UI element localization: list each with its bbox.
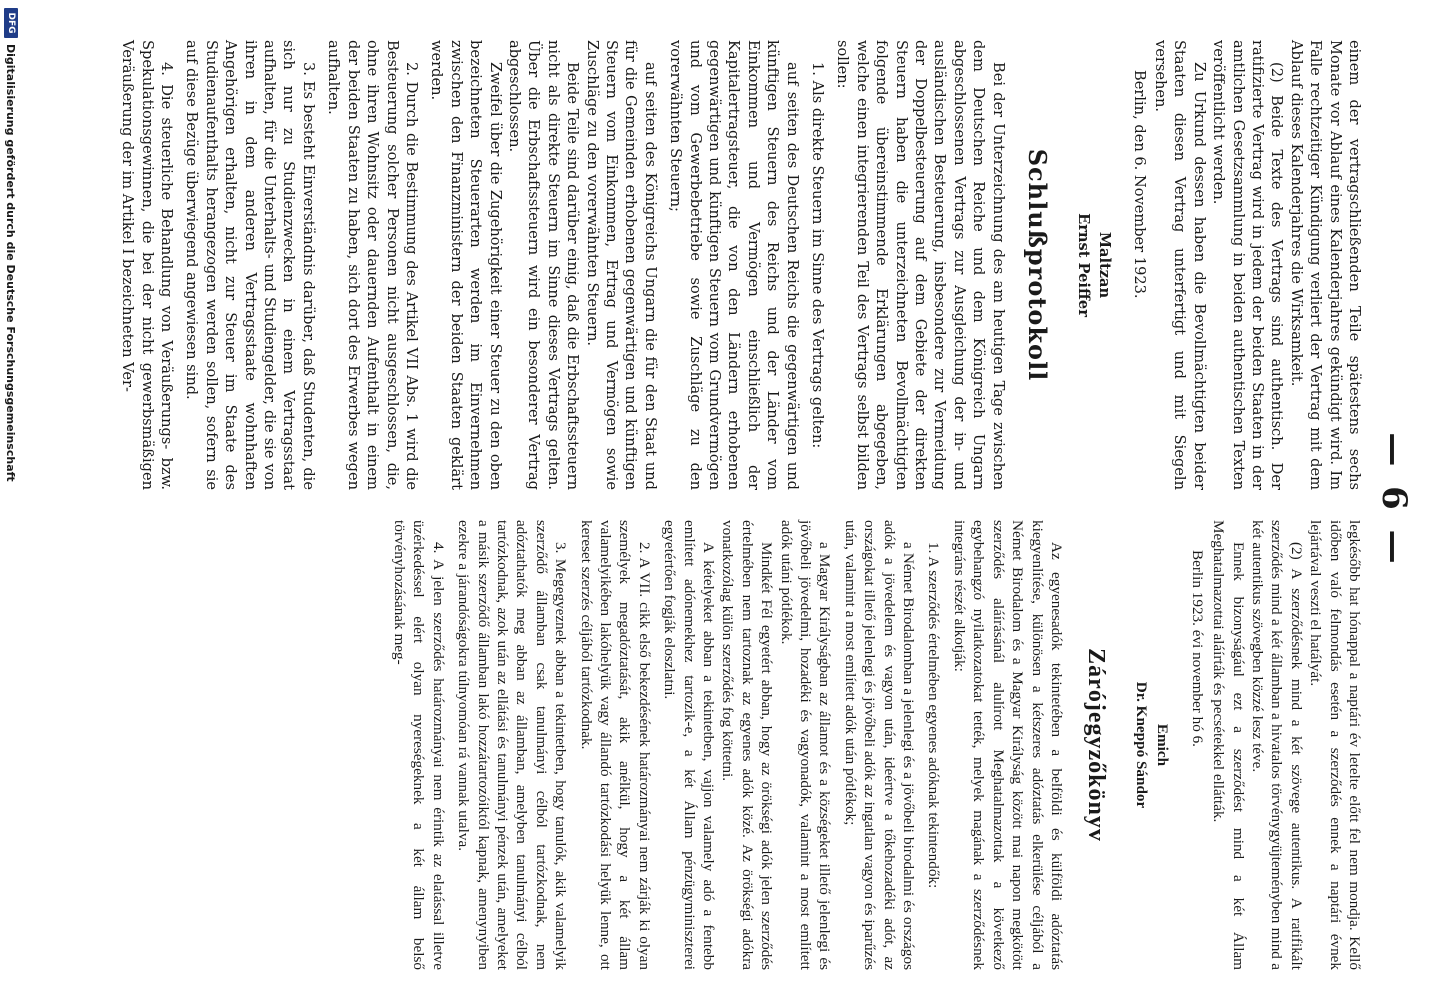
german-body-paragraph: auf seiten des Deutschen Reichs die gegenwärtigen und künftigen Steuern des Reichs und der Länder vom Einkommen und Vermögen einschließlich der Kapitalertragsteuer, die von den Ländern erhobenen gegenwärtigen und künftigen Steuern vom Grundvermögen und vom Gewerbebetriebe sowie Zuschläge zu den vorerwähnten Steuern; [667,40,801,490]
german-heading: Schlußprotokoll [1023,148,1053,382]
german-intro-paragraph: Zu Urkund dessen haben die Bevollmächtigten beider Staaten diesen Vertrag unterfertigt und mit Siegeln versehen. [1151,40,1208,490]
german-intro-paragraph: einem der vertragschließenden Teile spätestens sechs Monate vor Ablauf eines Kalenderjahres gekündigt wird. Im Falle rechtzeitiger Kündigung verliert der Vertrag mit dem Ablauf dieses Kalenderjahres die Wirksamkeit. [1287,40,1363,490]
hungarian-body-paragraph: 2. A VII. cikk első bekezdésének határozmányai nem zárják ki olyan személyek megadóztatását, akik anélkül, hogy a két állam valamelyikében lakóhelyük vagy állandó tartózkodási helyük lenne, ott kereset szerzés céljából tartózkodnak. [577,520,653,970]
german-signatures [1073,40,1115,490]
german-signature: Maltzan [1096,231,1114,299]
hungarian-body-paragraph: A kételyeket abban a tekintetben, vajjon valamely adó a fentebb említett adónemekhez tartozik-e, a két Állam pénzügyminiszterei egyetértően fogják eloszlatni. [661,520,718,970]
german-body-paragraph: 2. Durch die Bestimmung des Artikel VII Abs. 1 wird die Besteuerung solcher Personen nicht ausgeschlossen, die, ohne ihren Wohnsitz oder dauernden Aufenthalt in einem der beiden Staaten zu haben, sich dort des Erwerbes wegen aufhalten. [325,40,420,490]
hungarian-column [390,520,1364,970]
german-column [118,40,1364,490]
german-body-paragraph: Zweifel über die Zugehörigkeit einer Steuer zu den oben bezeichneten Steuerarten werden im Einvernehmen zwischen den Finanzministern der beiden Staaten geklärt werden. [428,40,504,490]
hungarian-body-paragraph: 3. Megegyeznek abban a tekintetben, hogy tanulók, akik valamelyik szerződő államban csak tanulmányi célból tartózkodnak, nem adóztathatók meg abban az államban, amelyben tanulmányi célból tartózkodnak, azok után az ellátási és tanulmányi pénzek után, amelyeket a másik szerződő államban lakó hozzátartozóiktól kapnak, amenynyiben ezekre a járandóságokra túlnyomóan rá vannak utalva. [455,520,570,970]
german-body-paragraph: 3. Es besteht Einverständnis darüber, daß Studenten, die sich nur zu Studienzwecken in einem Vertragsstaat aufhalten, für die Unterhalts- und Studiengelder, die sie von ihren in dem anderen Vertragsstaate wohnhaften Angehörigen erhalten, nicht zur Steuer im Staate des Studienaufenthalts herangezogen werden sollen, sofern sie auf diese Bezüge überwiegend angewiesen sind. [183,40,317,490]
column-divider [44,499,1344,500]
hungarian-dateline: Berlin 1923. évi november hó 6. [1188,550,1206,747]
german-signature: Ernst Peiffer [1075,213,1093,317]
dfg-logo-icon: DFG [4,8,18,38]
hungarian-body-paragraph: Az egyenesadók tekintetében a belföldi és külföldi adóztatás kiegyenlítése, különösen a kétszeres adóztatás elkerülése céljából a Német Birodalom és a Magyar Királyság között mai napon megkötött szerződés aláírásánál alulírott Meghatalmazottak a következő egybehangzó nyilatkozatokat tették, melyek magának a szerződésnek integráns részét alkotják: [950,520,1065,970]
german-body-paragraph: Beide Teile sind darüber einig, daß die Erbschaftssteuern nicht als direkte Steuern im Sinne dieses Vertrags gelten. Über die Erbschaftssteuern wird ein besonderer Vertrag abgeschlossen. [505,40,582,490]
hungarian-heading: Zárójegyzőkönyv [1083,648,1110,842]
hungarian-signature: Emich [1154,723,1172,767]
digitization-footer [0,0,22,1000]
hungarian-signature: Dr. Kneppó Sándor [1133,681,1151,809]
hungarian-body-paragraph: a Magyar Királyságban az államot és a községeket illető jelenlegi és jövőbeli jövedelmi, hozadéki és vagyonadók, valamint a most említett adók utáni pótlékok. [777,520,834,970]
hungarian-intro-paragraph: Ennek bizonyságául ezt a szerződést mind a két Állam Meghatalmazottai aláírták és pecsétekkel ellátták. [1210,520,1247,970]
hungarian-body-paragraph: Mindkét Fél egyetért abban, hogy az örökségi adók jelen szerződés értelmében nem tartoznak az egyenes adók közé. Az örökségi adókra vonatkozólag külön szerződés fog köttetni. [719,520,776,970]
hungarian-intro-paragraph: legkésőbb hat hónappal a naptári év letelte előtt fel nem mondja. Kellő időben való felmondás esetén a szerződés ennek a naptári évnek lejártával veszti el hatályát. [1307,520,1363,970]
hungarian-signatures [1131,520,1173,970]
german-body-paragraph: Bei der Unterzeichnung des am heutigen Tage zwischen dem Deutschen Reiche und dem Königreich Ungarn abgeschlossenen Vertrags zur Ausgleichung der in- und ausländischen Besteuerung, insbesondere zur Vermeidung der Doppelbesteuerung auf dem Gebiete der direkten Steuern haben die unterzeichneten Bevollmächtigten folgende übereinstimmende Erklärungen abgegeben, welche einen integrierenden Teil des Vertrags selbst bilden sollen: [834,40,1007,490]
german-body-paragraph: 1. Als direkte Steuern im Sinne des Vertrags gelten: [809,62,827,449]
hungarian-body-paragraph: 1. A szerződés értelmében egyenes adóknak tekintendők: [925,542,943,889]
german-dateline: Berlin, den 6. November 1923. [1130,70,1148,299]
footer-text: Digitalisierung gefördert durch die Deutsche Forschungsgemeinschaft [4,44,18,482]
german-body-paragraph: 4. Die steuerliche Behandlung von Veräußerungs- bzw. Spekulationsgewinnen, die bei der nicht gewerbsmäßigen Veräußerung der im Artikel I bezeichneten Ver- [119,40,176,490]
hungarian-intro-paragraph: (2) A szerződésnek mind a két szövege autentikus. A ratifikált szerződés mind a két államban a hivatalos törvénygyüjteményben mind a két autentikus szövegben közzé lesz téve. [1248,520,1305,970]
german-body-paragraph: auf seiten des Königreichs Ungarn die für den Staat und für die Gemeinden erhobenen gegenwärtigen und künftigen Steuern vom Einkommen, Ertrag und Vermögen sowie Zuschläge zu den vorerwähnten Steuern. [583,40,659,490]
hungarian-body-paragraph: 4. A jelen szerződés határozmányai nem érintik az elatással illetve üzérkedéssel elért olyan nyereségeknek a két állam belső törvényhozásának meg- [390,520,447,970]
german-intro-paragraph: (2) Beide Texte des Vertrags sind authentisch. Der ratifizierte Vertrag wird in jedem der beiden Staaten in der amtlichen Gesetzsammlung in beiden authentischen Texten veröffentlicht werden. [1210,40,1286,490]
page-number: — 6 — [1374,432,1414,568]
hungarian-body-paragraph: a Német Birodalomban a jelenlegi és a jövőbeli birodalmi és országos adók a jövedelem és vagyon után, ideértve a tőkehozadéki adót, az országokat illető jelenlegi és jövőbeli adók az ingatlan vagyon és iparűzés után, valamint a most említett adók után pótlékok; [841,520,918,970]
